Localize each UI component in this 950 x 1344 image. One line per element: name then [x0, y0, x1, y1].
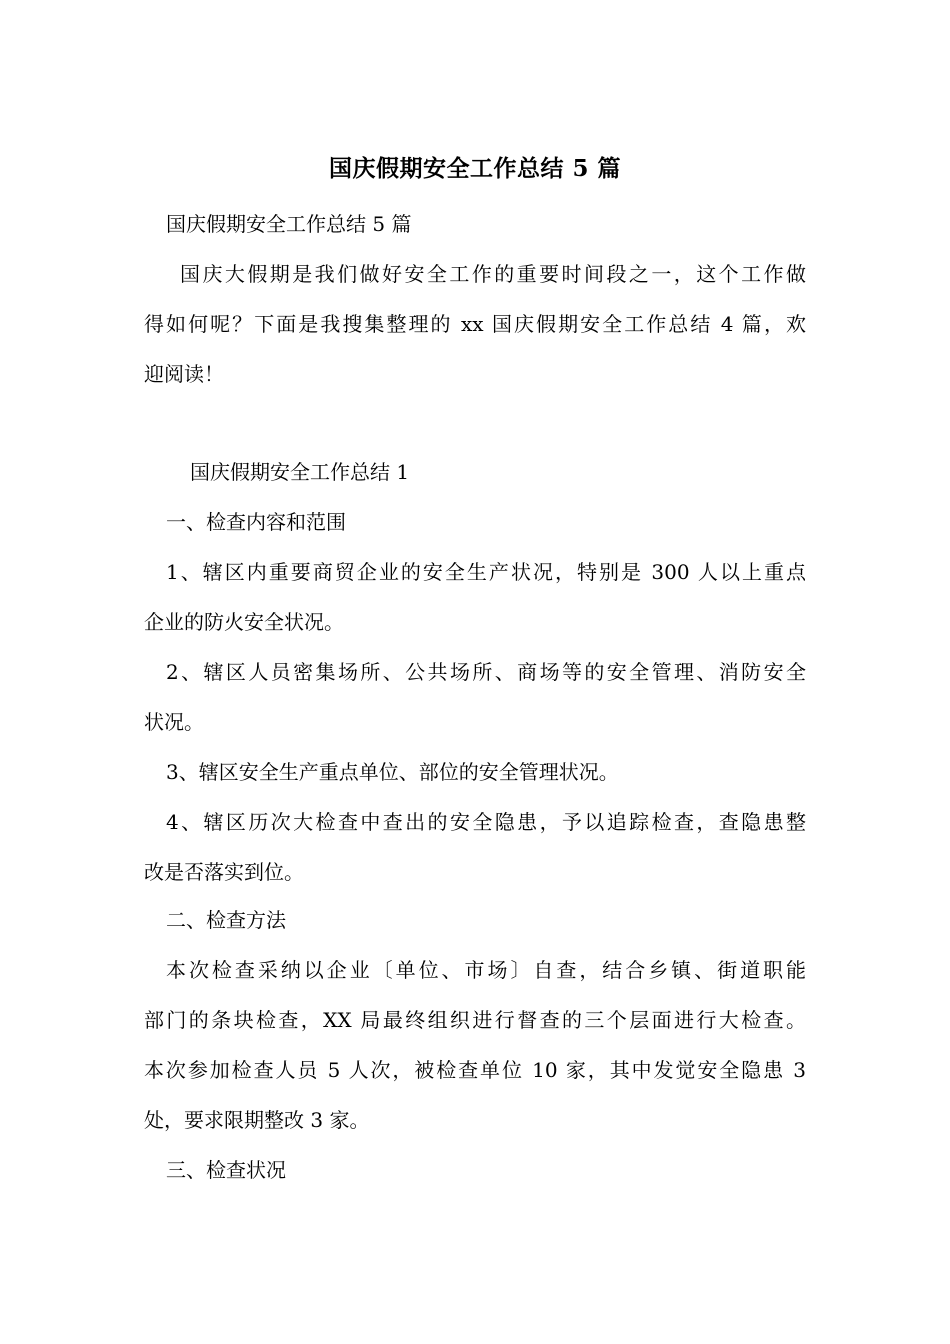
paragraph-line: 1、辖区内重要商贸企业的安全生产状况，特别是 300 人以上重点 [166, 560, 806, 584]
paragraph-line: 国庆大假期是我们做好安全工作的重要时间段之一，这个工作做 [180, 262, 806, 286]
paragraph-line: 改是否落实到位。 [144, 860, 304, 884]
paragraph-line: 本次参加检查人员 5 人次，被检查单位 10 家，其中发觉安全隐患 3 [144, 1058, 806, 1082]
section-heading: 国庆假期安全工作总结 1 [190, 460, 410, 484]
paragraph-line: 状况。 [144, 710, 204, 734]
paragraph-line: 得如何呢？下面是我搜集整理的 xx 国庆假期安全工作总结 4 篇，欢 [144, 312, 806, 336]
section-heading: 二、检查方法 [166, 908, 286, 932]
paragraph-line: 2、辖区人员密集场所、公共场所、商场等的安全管理、消防安全 [166, 660, 806, 684]
paragraph-line: 处，要求限期整改 3 家。 [144, 1108, 370, 1132]
paragraph-line: 企业的防火安全状况。 [144, 610, 344, 634]
section-heading: 三、检查状况 [166, 1158, 286, 1182]
paragraph-line: 4、辖区历次大检查中查出的安全隐患，予以追踪检查，查隐患整 [166, 810, 806, 834]
paragraph-line: 3、辖区安全生产重点单位、部位的安全管理状况。 [166, 760, 619, 784]
paragraph-line: 迎阅读！ [144, 362, 224, 386]
document-title: 国庆假期安全工作总结 5 篇 [328, 155, 622, 182]
paragraph-line: 本次检查采纳以企业〔单位、市场〕自查，结合乡镇、街道职能 [166, 958, 806, 982]
section-heading: 一、检查内容和范围 [166, 510, 346, 534]
paragraph-line: 部门的条块检查，XX 局最终组织进行督查的三个层面进行大检查。 [144, 1008, 806, 1032]
subtitle-line: 国庆假期安全工作总结 5 篇 [166, 212, 412, 236]
